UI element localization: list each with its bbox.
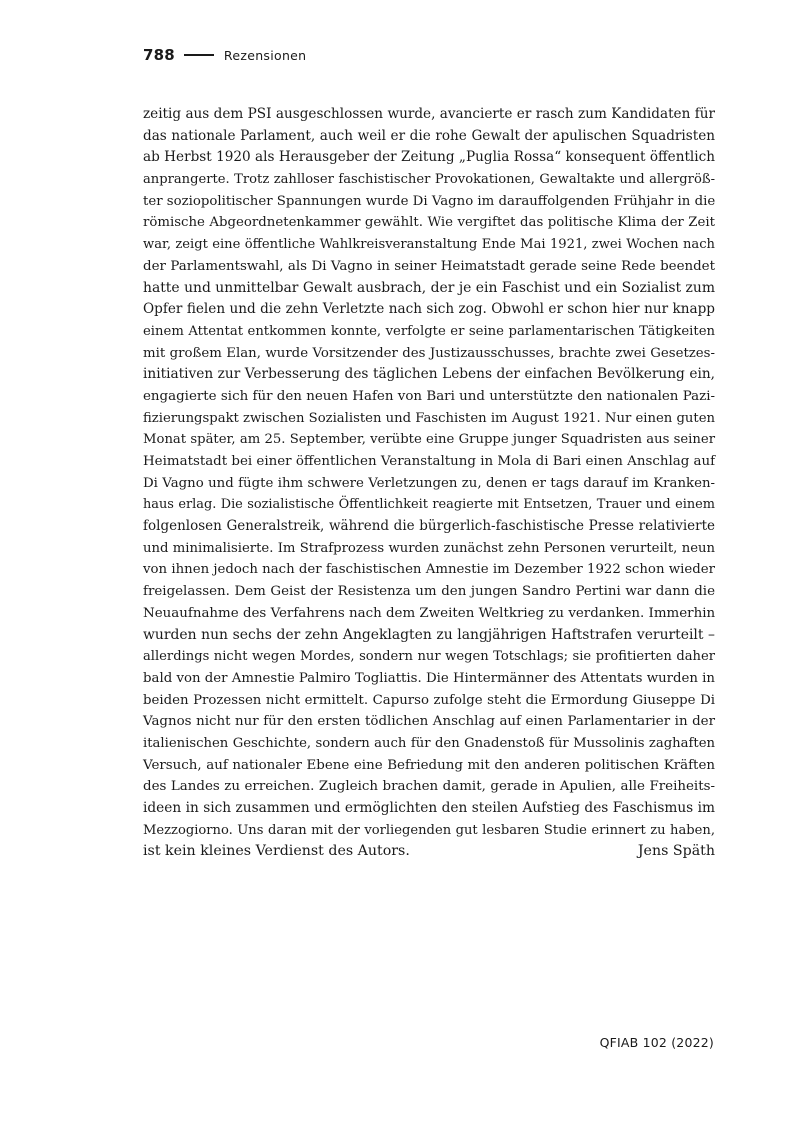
text-line: beiden Prozessen nicht ermittelt. Capurso zufolge steht die Ermordung Giuseppe Di — [143, 692, 715, 708]
text-line: Vagnos nicht nur für den ersten tödlichen Anschlag auf einen Parlamentarier in der — [143, 714, 715, 730]
text-line: folgenlosen Generalstreik, während die bürgerlich-faschistische Presse relativierte — [143, 518, 715, 535]
text-line: anprangerte. Trotz zahlloser faschistischer Provokationen, Gewaltakte und allergröß- — [143, 172, 715, 188]
text-line: engagierte sich für den neuen Hafen von Bari und unterstützte den nationalen Pazi- — [143, 388, 715, 404]
text-line: Versuch, auf nationaler Ebene eine Befriedung mit den anderen politischen Kräften — [143, 757, 715, 773]
closing-line — [143, 841, 715, 863]
text-line: einem Attentat entkommen konnte, verfolgte er seine parlamentarischen Tätigkeiten — [143, 323, 715, 339]
text-line: Mezzogiorno. Uns daran mit der vorliegenden gut lesbaren Studie erinnert zu haben, — [143, 822, 715, 838]
text-line: und minimalisierte. Im Strafprozess wurden zunächst zehn Personen verurteilt, neun — [143, 540, 715, 556]
text-line: Neuaufnahme des Verfahrens nach dem Zweiten Weltkrieg zu verdanken. Immerhin — [143, 605, 716, 621]
text-line: allerdings nicht wegen Mordes, sondern nur wegen Totschlags; sie profitierten daher — [143, 649, 715, 665]
text-line: ab Herbst 1920 als Herausgeber der Zeitung „Puglia Rossa“ konsequent öffentlich — [143, 149, 715, 166]
running-header — [143, 44, 306, 66]
text-line: ideen in sich zusammen und ermöglichten den steilen Aufstieg des Faschismus im — [143, 800, 715, 816]
text-line: italienischen Geschichte, sondern auch für den Gnadenstoß für Mussolinis zaghaften — [143, 735, 715, 751]
text-line: haus erlag. Die sozialistische Öffentlichkeit reagierte mit Entsetzen, Trauer und einem — [143, 497, 715, 513]
header-divider — [184, 54, 214, 56]
text-line: initiativen zur Verbesserung des täglichen Lebens der einfachen Bevölkerung ein, — [143, 366, 715, 383]
text-line: war, zeigt eine öffentliche Wahlkreisveranstaltung Ende Mai 1921, zwei Wochen nach — [143, 237, 715, 253]
text-line: Heimatstadt bei einer öffentlichen Veranstaltung in Mola di Bari einen Anschlag auf — [143, 454, 716, 469]
text-line: wurden nun sechs der zehn Angeklagten zu langjährigen Haftstrafen verurteilt – — [143, 626, 715, 643]
page-number: 788 — [143, 46, 175, 64]
text-line: zeitig aus dem PSI ausgeschlossen wurde, avancierte er rasch zum Kandidaten für — [143, 106, 715, 122]
text-line: bald von der Amnestie Palmiro Togliattis. Die Hintermänner des Attentats wurden in — [143, 670, 715, 686]
text-line: der Parlamentswahl, als Di Vagno in seiner Heimatstadt gerade seine Rede beendet — [143, 258, 715, 274]
review-body — [143, 104, 715, 863]
text-line: Di Vagno und fügte ihm schwere Verletzungen zu, denen er tags darauf im Kranken- — [143, 475, 715, 491]
text-line: römische Abgeordnetenkammer gewählt. Wie vergiftet das politische Klima der Zeit — [143, 215, 715, 231]
text-line: ter soziopolitischer Spannungen wurde Di Vagno im darauffolgenden Frühjahr in die — [143, 193, 716, 209]
text-line: Monat später, am 25. September, verübte eine Gruppe junger Squadristen aus seiner — [143, 432, 715, 448]
text-line: Opfer fielen und die zehn Verletzte nach sich zog. Obwohl er schon hier nur knapp — [143, 301, 715, 318]
text-line: das nationale Parlament, auch weil er die rohe Gewalt der apulischen Squadristen — [143, 127, 715, 144]
text-line: mit großem Elan, wurde Vorsitzender des Justizausschusses, brachte zwei Gesetzes- — [143, 345, 715, 361]
text-line: des Landes zu erreichen. Zugleich brachen damit, gerade in Apulien, alle Freiheits- — [143, 779, 715, 795]
text-line: hatte und unmittelbar Gewalt ausbrach, der je ein Faschist und ein Sozialist zum — [143, 279, 715, 296]
text-line: freigelassen. Dem Geist der Resistenza um den jungen Sandro Pertini war dann die — [143, 584, 715, 600]
closing-sentence: ist kein kleines Verdienst des Autors. — [143, 843, 410, 860]
text-line: fizierungspakt zwischen Sozialisten und Faschisten im August 1921. Nur einen guten — [143, 410, 715, 426]
text-line: von ihnen jedoch nach der faschistischen Amnestie im Dezember 1922 schon wieder — [143, 562, 715, 578]
journal-footer: QFIAB 102 (2022) — [599, 1035, 714, 1050]
review-author: Jens Späth — [637, 843, 715, 860]
section-title: Rezensionen — [223, 47, 307, 63]
